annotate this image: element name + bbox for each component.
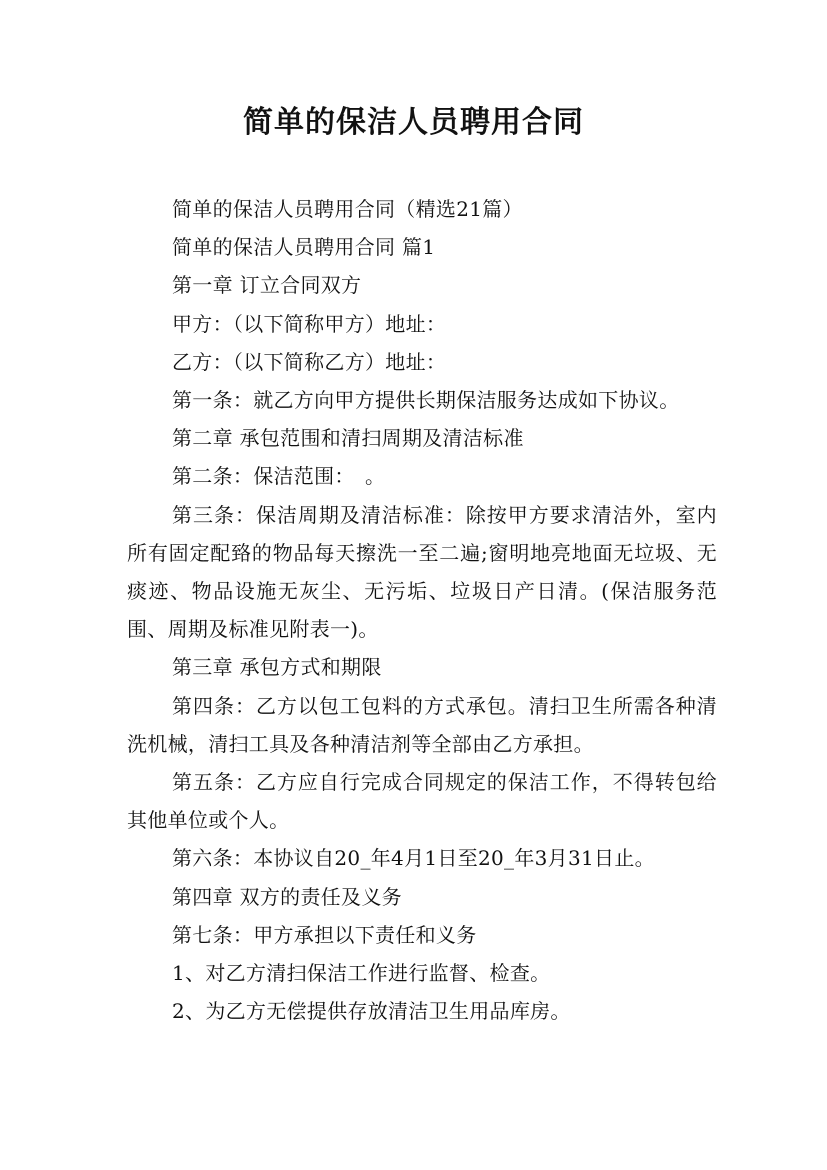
text-line: 第四章 双方的责任及义务 [172, 884, 402, 909]
text-line: 简单的保洁人员聘用合同（精选21篇） [172, 197, 523, 221]
text-line: 甲方：（以下简称甲方）地址： [172, 311, 447, 336]
text-line: 简单的保洁人员聘用合同 篇1 [172, 235, 436, 260]
text-line: 乙方：（以下简称乙方）地址： [172, 349, 447, 374]
text-line: 第一章 订立合同双方 [172, 273, 362, 298]
text-line: 第二章 承包范围和清扫周期及清洁标准 [172, 426, 524, 451]
paragraph-article-5: 第五条：乙方应自行完成合同规定的保洁工作，不得转包给其他单位或个人。 [127, 770, 717, 833]
text-line: 第二条：保洁范围： 。 [172, 464, 386, 489]
document-title: 简单的保洁人员聘用合同 [243, 105, 584, 140]
text-line: 2、为乙方无偿提供存放清洁卫生用品库房。 [172, 999, 571, 1024]
text-line: 1、对乙方清扫保洁工作进行监督、检查。 [172, 961, 551, 986]
paragraph-article-4: 第四条：乙方以包工包料的方式承包。清扫卫生所需各种清洗机械，清扫工具及各种清洁剂等全部由乙方承担。 [127, 693, 717, 756]
document-body [127, 190, 717, 1030]
text-line: 第七条：甲方承担以下责任和义务 [172, 922, 477, 947]
text-line: 第六条：本协议自20_年4月1日至20_年3月31日止。 [172, 846, 655, 871]
text-line: 第一条：就乙方向甲方提供长期保洁服务达成如下协议。 [172, 388, 680, 413]
text-line: 第三章 承包方式和期限 [172, 655, 382, 680]
paragraph-article-3: 第三条：保洁周期及清洁标准：除按甲方要求清洁外，室内所有固定配臵的物品每天擦洗一至二遍;窗明地亮地面无垃圾、无痰迹、物品设施无灰尘、无污垢、垃圾日产日清。(保洁服务范围、周期及标准见附表一)。 [127, 502, 717, 642]
